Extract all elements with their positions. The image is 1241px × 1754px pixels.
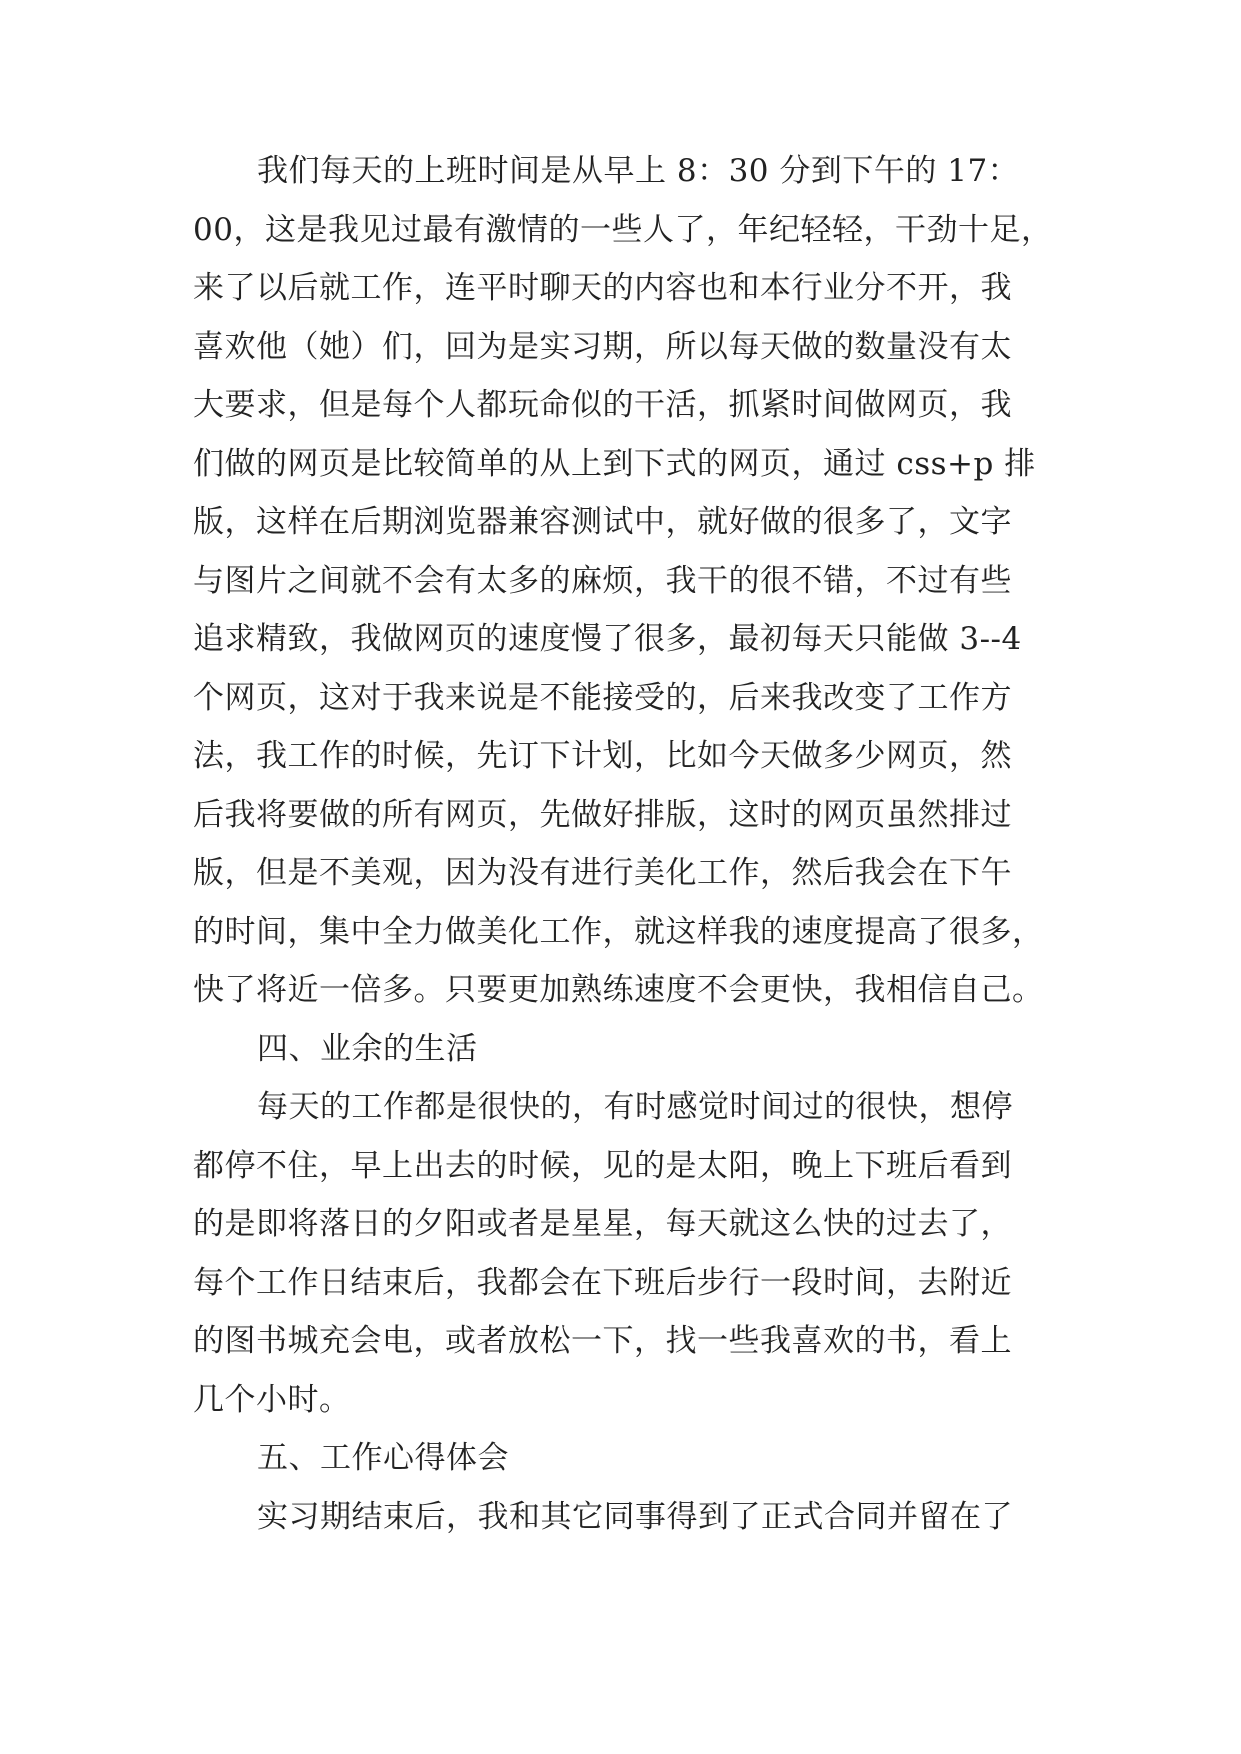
text-line: 都停不住，早上出去的时候，见的是太阳，晚上下班后看到 [193,1148,1012,1184]
text-line: 的是即将落日的夕阳或者是星星，每天就这么快的过去了， [193,1206,1012,1242]
text-line: 的时间，集中全力做美化工作，就这样我的速度提高了很多， [193,914,1044,950]
text-line: 几个小时。 [193,1382,351,1418]
text-line: 版，但是不美观，因为没有进行美化工作，然后我会在下午 [193,855,1012,891]
text-line: 喜欢他（她）们，回为是实习期，所以每天做的数量没有太 [193,329,1012,365]
text-line: 的图书城充会电，或者放松一下，找一些我喜欢的书，看上 [193,1323,1012,1359]
section-heading: 五、工作心得体会 [257,1440,509,1476]
text-line: 每天的工作都是很快的，有时感觉时间过的很快，想停 [257,1089,1013,1125]
text-line: 与图片之间就不会有太多的麻烦，我干的很不错，不过有些 [193,563,1012,599]
text-line: 每个工作日结束后，我都会在下班后步行一段时间，去附近 [193,1265,1012,1301]
text-line: 追求精致，我做网页的速度慢了很多，最初每天只能做 3--4 [193,621,1022,657]
text-line: 个网页，这对于我来说是不能接受的，后来我改变了工作方 [193,680,1012,716]
text-line: 来了以后就工作，连平时聊天的内容也和本行业分不开，我 [193,270,1012,306]
text-line: 法，我工作的时候，先订下计划，比如今天做多少网页，然 [193,738,1012,774]
text-line: 大要求，但是每个人都玩命似的干活，抓紧时间做网页，我 [193,387,1012,423]
text-line: 后我将要做的所有网页，先做好排版，这时的网页虽然排过 [193,797,1012,833]
text-line: 版，这样在后期浏览器兼容测试中，就好做的很多了，文字 [193,504,1012,540]
text-line: 我们每天的上班时间是从早上 8：30 分到下午的 17： [257,153,1020,189]
text-line: 快了将近一倍多。只要更加熟练速度不会更快，我相信自己。 [193,972,1044,1008]
text-line: 们做的网页是比较简单的从上到下式的网页，通过 css+p 排 [193,446,1036,482]
section-heading: 四、业余的生活 [257,1031,478,1067]
text-line: 00，这是我见过最有激情的一些人了，年纪轻轻，干劲十足， [193,212,1053,248]
text-line: 实习期结束后，我和其它同事得到了正式合同并留在了 [257,1499,1013,1535]
